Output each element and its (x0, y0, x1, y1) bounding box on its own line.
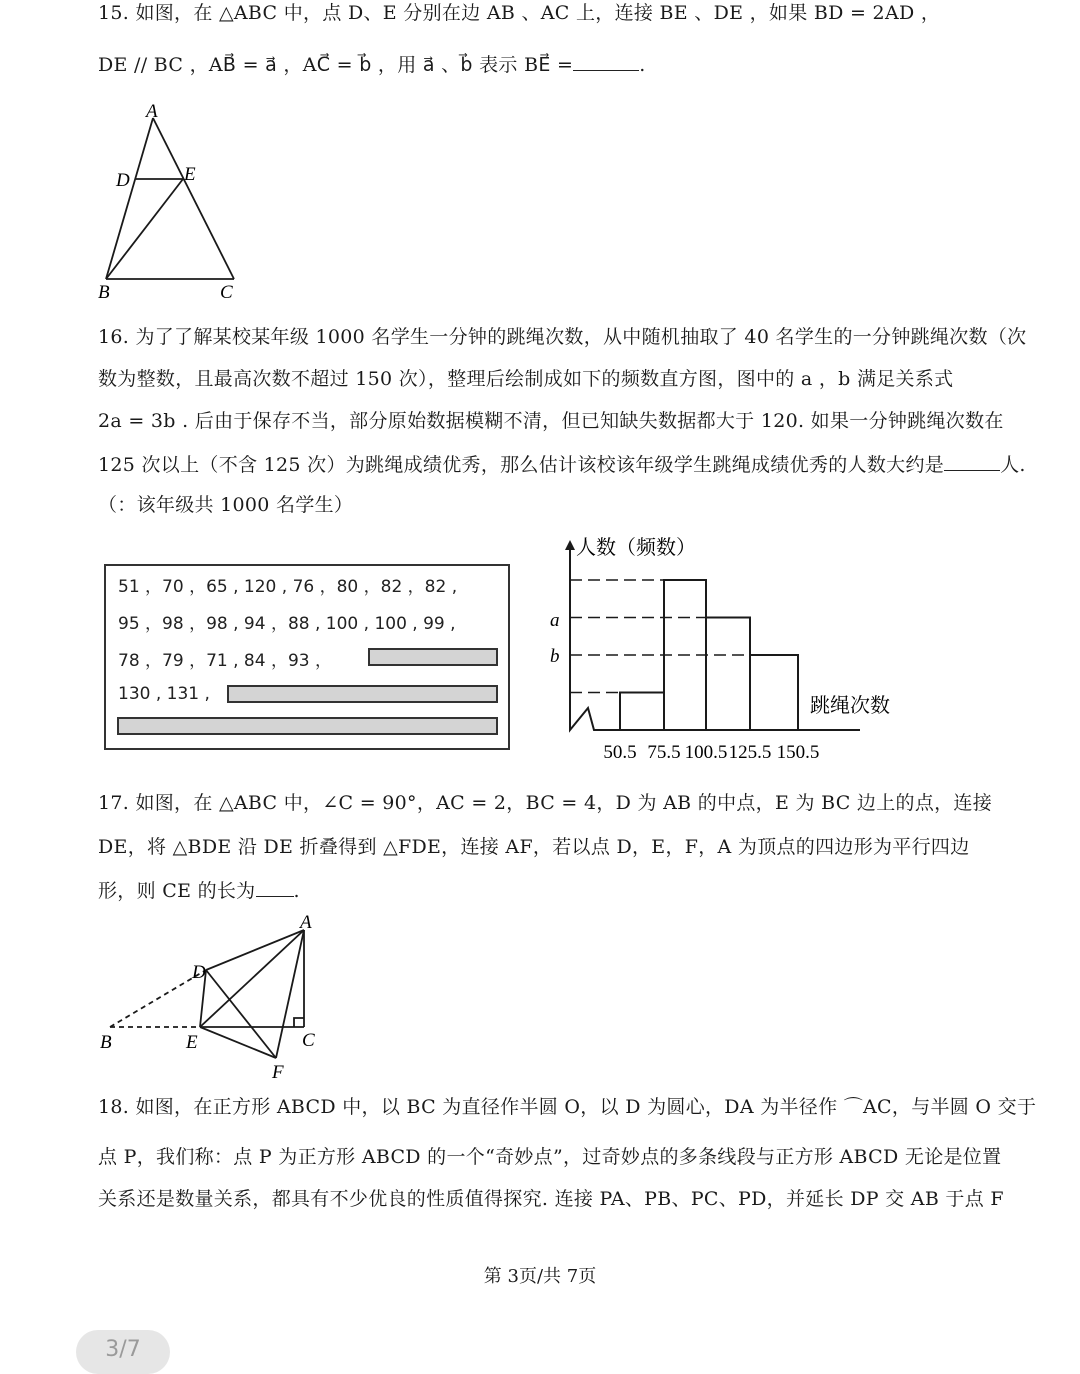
q17-fold-figure (96, 908, 336, 1084)
q16-data-row-2: 95 ，98 ，98 , 94 ，88 , 100 , 100 , 99 , (118, 614, 456, 634)
q15-label-a: A (146, 101, 158, 122)
q16-line-4-text: 125 次以上（不含 125 次）为跳绳成绩优秀，那么估计该校该年级学生跳绳成绩优秀的人数大约是 (98, 454, 945, 476)
q15-label-b: B (98, 282, 110, 303)
page-footer: 第 3页/共 7页 (483, 1266, 597, 1287)
q16-line-3: 2a = 3b . 后由于保存不当，部分原始数据模糊不清，但已知缺失数据都大于 120. 如果一分钟跳绳次数在 (98, 410, 1004, 432)
histogram-x-tick-1: 50.5 (603, 742, 637, 763)
q15-label-e: E (184, 164, 196, 185)
histogram-x-axis-label: 跳绳次数 (810, 695, 890, 717)
q17-label-d: D (192, 962, 206, 983)
q17-line-3-end: . (293, 880, 300, 902)
q15-line-2-end: . (639, 54, 646, 76)
q18-line-2: 点 P，我们称：点 P 为正方形 ABCD 的一个“奇妙点”，过奇妙点的多条线段与正方形 ABCD 无论是位置 (98, 1146, 1002, 1168)
histogram-label-a: a (550, 610, 560, 631)
histogram-bar-125.5-150.5 (750, 655, 798, 730)
histogram-bar-100.5-125.5 (706, 618, 750, 731)
histogram-y-axis-label: 人数（频数） (576, 537, 696, 559)
q16-line-2: 数为整数，且最高次数不超过 150 次），整理后绘制成如下的频数直方图，图中的 a ，b 满足关系式 (98, 368, 954, 390)
q15-segment-be (106, 179, 183, 279)
histogram-x-tick-2: 75.5 (647, 742, 681, 763)
histogram-bar-50.5-75.5 (620, 693, 664, 731)
q17-right-angle-mark (294, 1018, 304, 1027)
q17-line-3-text: 形，则 CE 的长为 (98, 880, 256, 902)
q15-line-2-text: DE // BC ，AB⃗ = a⃗ ，AC⃗ = b⃗ ，用 a⃗ 、b⃗ 表示 BE⃗ = (98, 54, 574, 76)
q15-answer-blank[interactable] (573, 50, 639, 71)
q16-blurred-data-3 (117, 717, 498, 735)
q17-label-a: A (300, 912, 312, 933)
q17-label-f: F (272, 1062, 284, 1083)
q17-line-2: DE，将 △BDE 沿 DE 折叠得到 △FDE，连接 AF，若以点 D，E，F，A 为顶点的四边形为平行四边 (98, 836, 970, 858)
q17-line-1: 17. 如图，在 △ABC 中，∠C = 90°，AC = 2，BC = 4，D 为 AB 的中点，E 为 BC 边上的点，连接 (98, 792, 993, 814)
q18-line-3: 关系还是数量关系，都具有不少优良的性质值得探究. 连接 PA、PB、PC、PD，并延长 DP 交 AB 于点 F (98, 1188, 1004, 1210)
q17-segment-af (276, 930, 304, 1058)
q16-frequency-histogram (540, 530, 920, 770)
q17-label-e: E (186, 1032, 198, 1053)
q15-label-c: C (220, 282, 233, 303)
q15-label-d: D (116, 170, 130, 191)
q15-line-2 (98, 50, 646, 78)
q16-data-row-1: 51 ，70 ，65 , 120 , 76 ，80 ，82 ，82 , (118, 577, 458, 597)
q15-segment-ab (106, 118, 153, 279)
q15-triangle-figure (96, 98, 256, 308)
q17-line-3 (98, 876, 300, 904)
q15-segment-ac (153, 118, 234, 279)
q16-line-4-end: 人. (1000, 454, 1026, 476)
q17-segment-ae (200, 930, 304, 1027)
q16-line-1: 16. 为了了解某校某年级 1000 名学生一分钟的跳绳次数，从中随机抽取了 40 名学生的一分钟跳绳次数（次 (98, 326, 1027, 348)
q18-line-1: 18. 如图，在正方形 ABCD 中，以 BC 为直径作半圆 O，以 D 为圆心，DA 为半径作 ⌒AC，与半圆 O 交于 (98, 1096, 1037, 1118)
histogram-x-tick-5: 150.5 (776, 742, 820, 763)
q17-segment-df (206, 970, 276, 1058)
q16-line-5: （：该年级共 1000 名学生） (98, 494, 354, 516)
q16-raw-data-box (104, 564, 510, 750)
q17-answer-blank[interactable] (256, 876, 294, 897)
q16-blurred-data-1 (368, 648, 498, 666)
q17-label-b: B (100, 1032, 112, 1053)
histogram-x-tick-4: 125.5 (728, 742, 772, 763)
q16-blurred-data-2 (227, 685, 498, 703)
q15-line-1: 15. 如图，在 △ABC 中，点 D、E 分别在边 AB 、AC 上，连接 BE 、DE ，如果 BD = 2AD ， (98, 2, 941, 24)
histogram-x-tick-3: 100.5 (684, 742, 728, 763)
q16-answer-blank[interactable] (944, 450, 1000, 471)
q17-segment-da (206, 930, 304, 970)
q16-data-row-4: 130 , 131 , (118, 684, 210, 704)
q16-data-row-3: 78 ，79 ，71 , 84 ，93 ， (118, 651, 332, 671)
histogram-label-b: b (550, 646, 560, 667)
q17-label-c: C (302, 1030, 315, 1051)
q16-line-4 (98, 450, 1026, 478)
page-indicator-pill[interactable]: 3/7 (76, 1330, 170, 1374)
